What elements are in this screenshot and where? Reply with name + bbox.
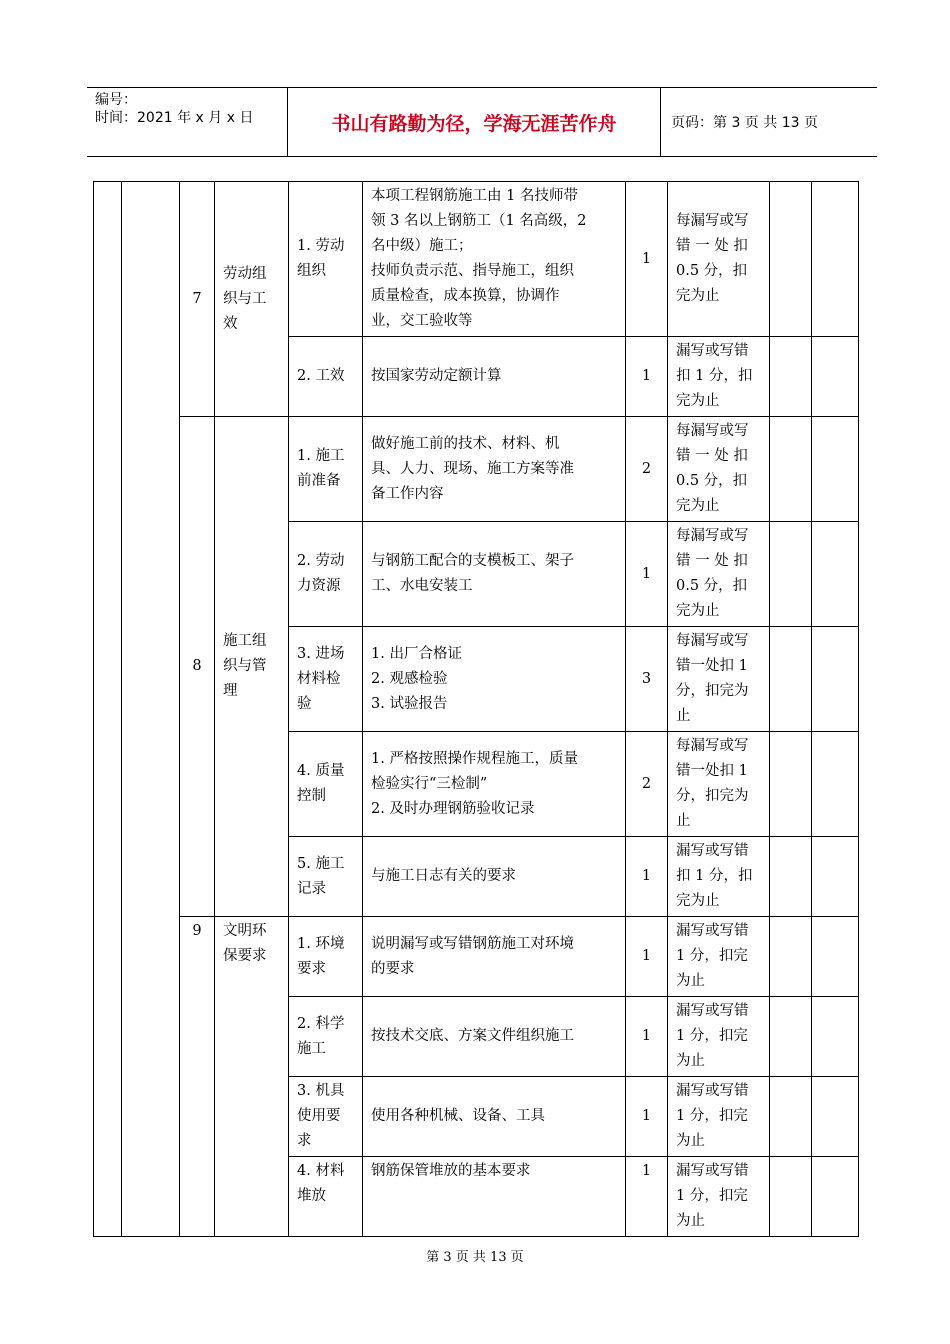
- item-score: 1: [626, 1157, 668, 1237]
- group-category: 文明环 保要求: [215, 917, 289, 1237]
- blank-cell: [770, 522, 812, 627]
- item-content: 1. 严格按照操作规程施工，质量 检验实行“三检制” 2. 及时办理钢筋验收记录: [363, 732, 626, 837]
- item-score: 1: [626, 837, 668, 917]
- item-score: 1: [626, 337, 668, 417]
- blank-cell: [770, 182, 812, 337]
- deduction-rule: 漏写或写错 扣 1 分，扣 完为止: [668, 837, 770, 917]
- deduction-rule: 漏写或写错 1 分，扣完 为止: [668, 1077, 770, 1157]
- deduction-rule: 漏写或写错 1 分，扣完 为止: [668, 1157, 770, 1237]
- blank-cell: [770, 417, 812, 522]
- item-score: 1: [626, 1077, 668, 1157]
- item-content: 与施工日志有关的要求: [363, 837, 626, 917]
- group-number: 7: [180, 182, 215, 417]
- blank-cell: [812, 417, 859, 522]
- item-score: 2: [626, 417, 668, 522]
- item-score: 1: [626, 522, 668, 627]
- blank-cell: [812, 182, 859, 337]
- blank-cell: [770, 627, 812, 732]
- blank-cell: [770, 1077, 812, 1157]
- item-content: 按技术交底、方案文件组织施工: [363, 997, 626, 1077]
- item-score: 1: [626, 182, 668, 337]
- sub-item: 2. 劳动 力资源: [289, 522, 363, 627]
- blank-cell: [770, 732, 812, 837]
- table-row: [94, 182, 859, 337]
- page-header: [87, 87, 877, 157]
- item-score: 3: [626, 627, 668, 732]
- item-score: 1: [626, 917, 668, 997]
- item-score: 2: [626, 732, 668, 837]
- group-number: 8: [180, 417, 215, 917]
- item-score: 1: [626, 997, 668, 1077]
- blank-cell: [812, 917, 859, 997]
- deduction-rule: 漏写或写错 1 分，扣完 为止: [668, 917, 770, 997]
- scoring-table: [93, 181, 859, 1237]
- blank-cell: [812, 1077, 859, 1157]
- blank-cell: [812, 337, 859, 417]
- sub-item: 2. 科学 施工: [289, 997, 363, 1077]
- deduction-rule: 每漏写或写 错一处扣 1 分，扣完为 止: [668, 627, 770, 732]
- blank-column-a: [94, 182, 122, 1237]
- table-row: [94, 917, 859, 997]
- deduction-rule: 漏写或写错 1 分，扣完 为止: [668, 997, 770, 1077]
- deduction-rule: 每漏写或写 错 一 处 扣 0.5 分，扣 完为止: [668, 417, 770, 522]
- sub-item: 1. 劳动 组织: [289, 182, 363, 337]
- item-content: 1. 出厂合格证 2. 观感检验 3. 试验报告: [363, 627, 626, 732]
- sub-item: 3. 进场 材料检 验: [289, 627, 363, 732]
- table-row: [94, 417, 859, 522]
- deduction-rule: 每漏写或写 错 一 处 扣 0.5 分，扣 完为止: [668, 522, 770, 627]
- blank-cell: [812, 837, 859, 917]
- group-category: 施工组 织与管 理: [215, 417, 289, 917]
- blank-cell: [812, 1157, 859, 1237]
- item-content: 钢筋保管堆放的基本要求: [363, 1157, 626, 1237]
- header-page-info: 页码：第 3 页 共 13 页: [671, 115, 818, 131]
- item-content: 做好施工前的技术、材料、机 具、人力、现场、施工方案等准 备工作内容: [363, 417, 626, 522]
- time-label: 时间：2021 年 x 月 x 日: [95, 110, 254, 126]
- blank-cell: [812, 997, 859, 1077]
- sub-item: 3. 机具 使用要 求: [289, 1077, 363, 1157]
- deduction-rule: 每漏写或写 错 一 处 扣 0.5 分，扣 完为止: [668, 182, 770, 337]
- blank-cell: [770, 1157, 812, 1237]
- item-content: 使用各种机械、设备、工具: [363, 1077, 626, 1157]
- blank-cell: [812, 522, 859, 627]
- sub-item: 1. 环境 要求: [289, 917, 363, 997]
- number-label: 编号：: [95, 92, 137, 108]
- blank-cell: [812, 732, 859, 837]
- sub-item: 5. 施工 记录: [289, 837, 363, 917]
- item-content: 本项工程钢筋施工由 1 名技师带 领 3 名以上钢筋工（1 名高级，2 名中级）施工； 技师负责示范、指导施工，组织 质量检查，成本换算，协调作 业，交工验收等: [363, 182, 626, 337]
- blank-cell: [770, 997, 812, 1077]
- deduction-rule: 漏写或写错 扣 1 分，扣 完为止: [668, 337, 770, 417]
- header-motto: 书山有路勤为径，学海无涯苦作舟: [288, 88, 661, 156]
- blank-cell: [770, 917, 812, 997]
- item-content: 与钢筋工配合的支模板工、架子 工、水电安装工: [363, 522, 626, 627]
- item-content: 说明漏写或写错钢筋施工对环境 的要求: [363, 917, 626, 997]
- group-number: 9: [180, 917, 215, 1237]
- header-meta: [87, 88, 288, 156]
- page-footer: 第 3 页 共 13 页: [426, 1250, 524, 1265]
- sub-item: 1. 施工 前准备: [289, 417, 363, 522]
- blank-cell: [770, 837, 812, 917]
- sub-item: 2. 工效: [289, 337, 363, 417]
- item-content: 按国家劳动定额计算: [363, 337, 626, 417]
- blank-column-b: [122, 182, 180, 1237]
- blank-cell: [770, 337, 812, 417]
- deduction-rule: 每漏写或写 错一处扣 1 分，扣完为 止: [668, 732, 770, 837]
- blank-cell: [812, 627, 859, 732]
- sub-item: 4. 材料 堆放: [289, 1157, 363, 1237]
- group-category: 劳动组 织与工 效: [215, 182, 289, 417]
- sub-item: 4. 质量 控制: [289, 732, 363, 837]
